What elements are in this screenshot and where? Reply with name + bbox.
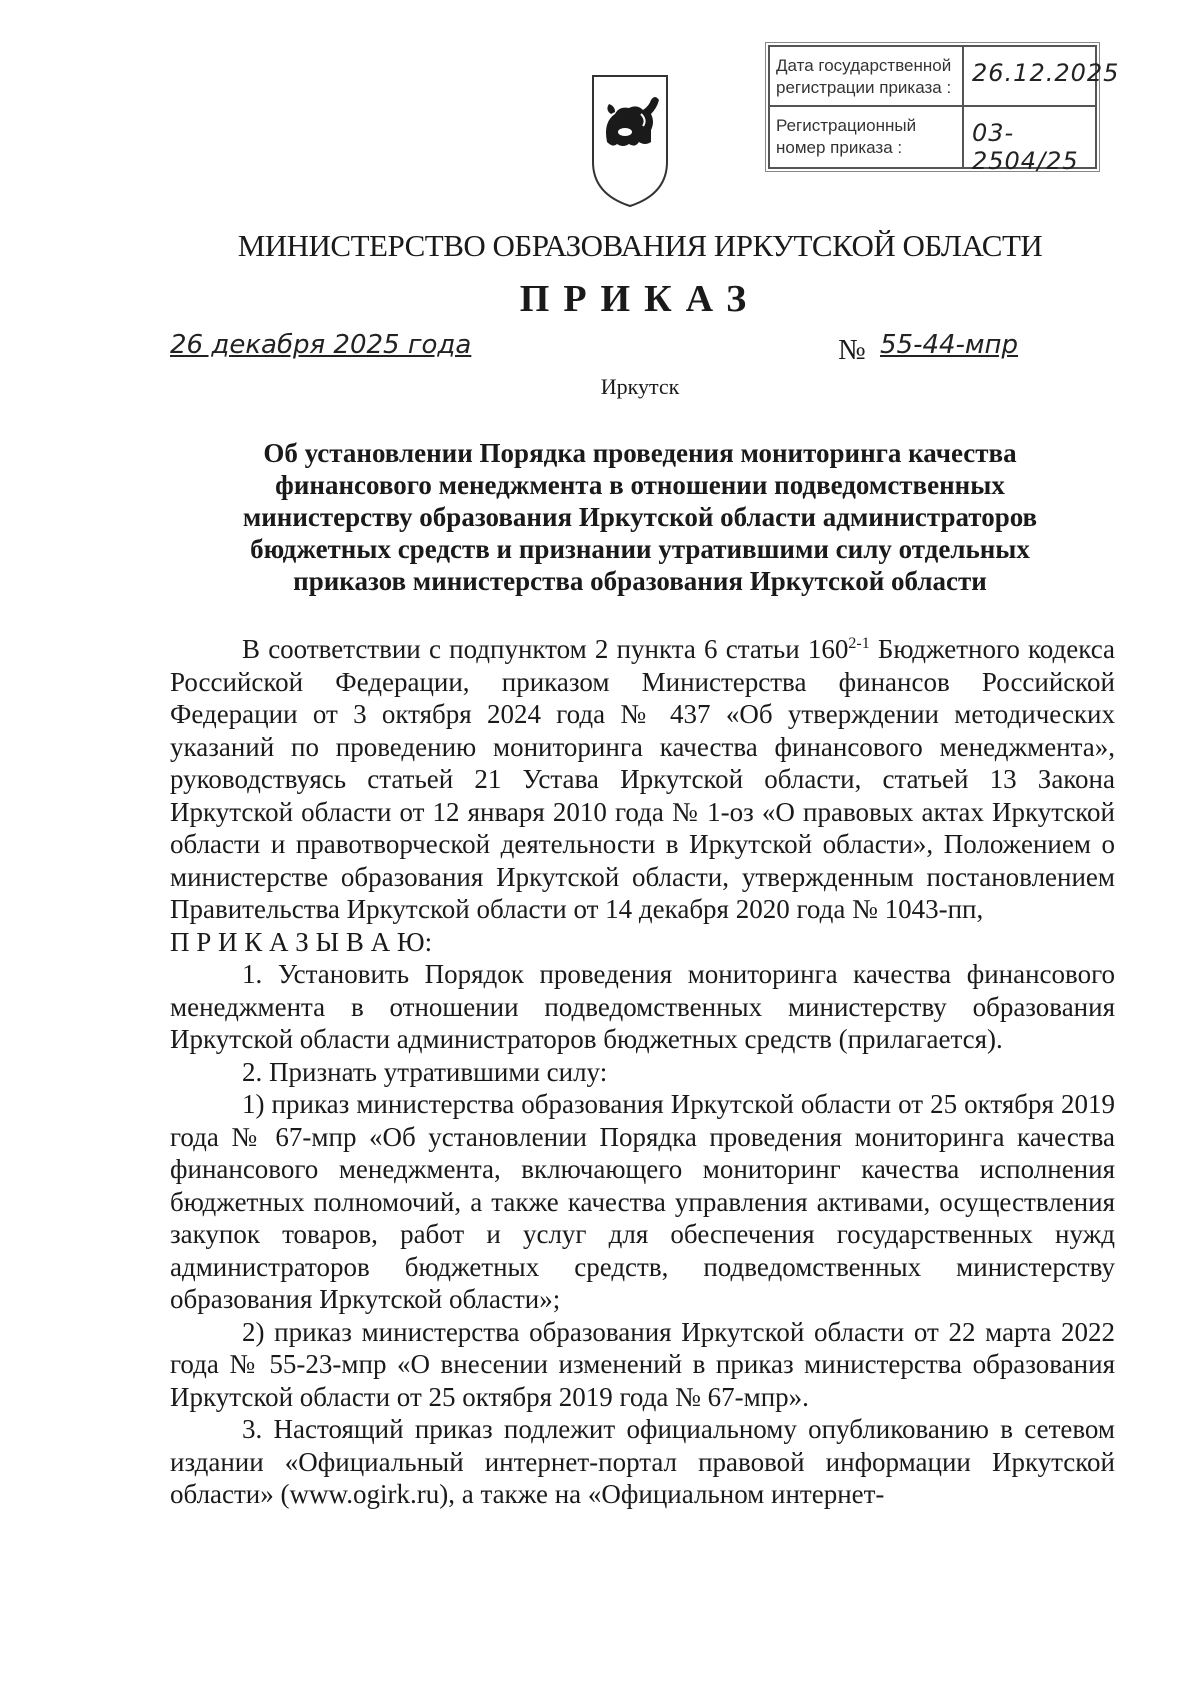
preamble-text-start: В соответствии с подпунктом 2 пункта 6 статьи 160 <box>242 634 849 664</box>
preamble-paragraph <box>170 628 1115 926</box>
order-number-handwritten: 55-44-мпр <box>880 330 1019 360</box>
stamp-divider <box>962 47 964 167</box>
order-item-2-sub-2: 2) приказ министерства образования Иркутской области от 22 марта 2022 года № 55-23-мпр «О внесении изменений в приказ министерства образования Иркутской области от 25 октября 2019 года № 67-мпр». <box>170 1316 1115 1412</box>
order-item-1: 1. Установить Порядок проведения мониторинга качества финансового менеджмента в отношении подведомственных министерству образования Иркутской области администраторов бюджетных средств (прилагается). <box>170 959 1115 1054</box>
order-subject: Об установлении Порядка проведения мониторинга качества финансового менеджмента в отношении подведомственных министерству образования Иркутской области администраторов бюджетных средств и признании утратившими силу отдельных приказов министерства образования Иркутской области <box>242 438 1038 596</box>
registration-number-value: 03-2504/25 <box>972 119 1079 175</box>
order-body <box>170 628 1115 1511</box>
order-item-3: 3. Настоящий приказ подлежит официальному опубликованию в сетевом издании «Официальный интернет-портал правовой информации Иркутской области» (www.ogirk.ru), а также на «Официальном интернет- <box>170 1414 1115 1509</box>
order-date-handwritten: 26 декабря 2025 года <box>170 330 472 360</box>
order-number-sign: № <box>838 334 866 366</box>
order-item-2: 2. Признать утратившими силу: <box>242 1056 608 1087</box>
document-type-title: ПРИКАЗ <box>519 278 761 320</box>
order-item-2-sub-1: 1) приказ министерства образования Иркутской области от 25 октября 2019 года № 67-мпр «Об установлении Порядка проведения мониторинга качества финансового менеджмента, включающего мониторинг качества исполнения бюджетных полномочий, а также качества управления активами, осуществления закупок товаров, работ и услуг для обеспечения государственных нужд администраторов бюджетных средств, подведомственных министерству образования Иркутской области»; <box>170 1089 1115 1314</box>
registration-number-row <box>770 107 1095 175</box>
preamble-superscript: 2-1 <box>848 635 870 652</box>
registration-date-row <box>770 47 1120 107</box>
registration-date-value: 26.12.2025 <box>972 59 1120 87</box>
city-name: Иркутск <box>600 374 680 399</box>
coat-of-arms-emblem <box>585 70 675 210</box>
ministry-name: МИНИСТЕРСТВО ОБРАЗОВАНИЯ ИРКУТСКОЙ ОБЛАСТИ <box>237 228 1043 263</box>
preamble-text-end: Бюджетного кодекса Российской Федерации, приказом Министерства финансов Российской Федерации от 3 октября 2024 года № 437 «Об утверждении методических указаний по проведению мониторинга качества финансового менеджмента», руководствуясь статьей 21 Устава Иркутской области, статьей 13 Закона Иркутской области от 12 января 2010 года № 1-оз «О правовых актах Иркутской области и правотворческой деятельности в Иркутской области», Положением о министерстве образования Иркутской области, утвержденным постановлением Правительства Иркутской области от 14 декабря 2020 года № 1043-пп, <box>170 634 1115 924</box>
order-verb: П Р И К А З Ы В А Ю: <box>170 926 433 957</box>
registration-number-label: Регистрационный номер приказа : <box>776 116 917 157</box>
registration-date-label: Дата государственной регистрации приказа : <box>776 56 952 97</box>
registration-stamp <box>768 45 1120 175</box>
